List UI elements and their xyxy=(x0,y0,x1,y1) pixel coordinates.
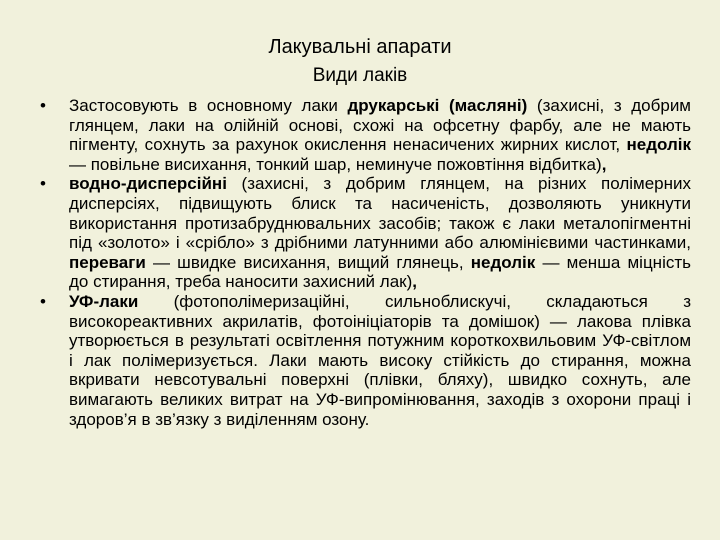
item-text: — швидке висихання, вищий глянець, xyxy=(145,252,471,272)
list-item-water-dispersion-varnish xyxy=(0,174,691,292)
item-bold-punct: , xyxy=(601,154,607,174)
item-text: Застосовують в основному лаки xyxy=(69,96,348,115)
slide-subtitle: Види лаків xyxy=(312,65,408,86)
item-bold-term: водно-дисперсійні xyxy=(69,174,227,194)
bullet-icon: • xyxy=(40,174,46,194)
bullet-list xyxy=(0,96,720,429)
item-text: — повільне висихання, тонкий шар, неминуче пожовтіння відбитка) xyxy=(69,154,602,174)
list-item-uv-varnish xyxy=(0,292,691,429)
slide-title: Лакувальні апарати xyxy=(268,36,452,58)
item-text: (захисні, з добрим глянцем, на різних полімерних дисперсіях, підвищують блиск та насиченість, дозволяють уникнути використання протизабруднювальних засобів; також є лаки металопігментні під «золото» і «срібло» з дрібними латунними або алюмінієвими частинками, xyxy=(69,174,691,253)
bullet-icon: • xyxy=(40,96,46,115)
item-bold-term: друкарські (масляні) xyxy=(347,96,528,115)
item-bold-term: недолік xyxy=(626,135,691,155)
item-bold-term: переваги xyxy=(69,252,146,272)
item-bold-term: УФ-лаки xyxy=(69,291,139,311)
item-text: — менша міцність до стирання, треба наносити захисний лак) xyxy=(69,252,691,292)
item-text: (захисні, з добрим глянцем, лаки на олійній основі, схожі на офсетну фарбу, але не мають пігменту, сохнуть за рахунок окислення ненасичених жирних кислот, xyxy=(69,96,691,155)
list-item-printing-varnish xyxy=(0,96,691,174)
item-text: (фотополімеризаційні, сильноблискучі, складаються з високореактивних акрилатів, фотоініціаторів та домішок) — лакова плівка утворюється в результаті освітлення потужним короткохвильовим УФ-світлом і лак полімеризується. Лаки мають високу стійкість до стирання, можна вкривати невсотувальні поверхні (плівки, бляху), швидко сохнуть, але вимагають великих витрат на УФ-випромінювання, заходів з охорони праці і здоров’я в зв’язку з виділенням озону. xyxy=(69,291,691,429)
item-bold-term: недолік xyxy=(470,252,536,272)
item-bold-punct: , xyxy=(412,272,417,292)
bullet-icon: • xyxy=(40,291,46,311)
